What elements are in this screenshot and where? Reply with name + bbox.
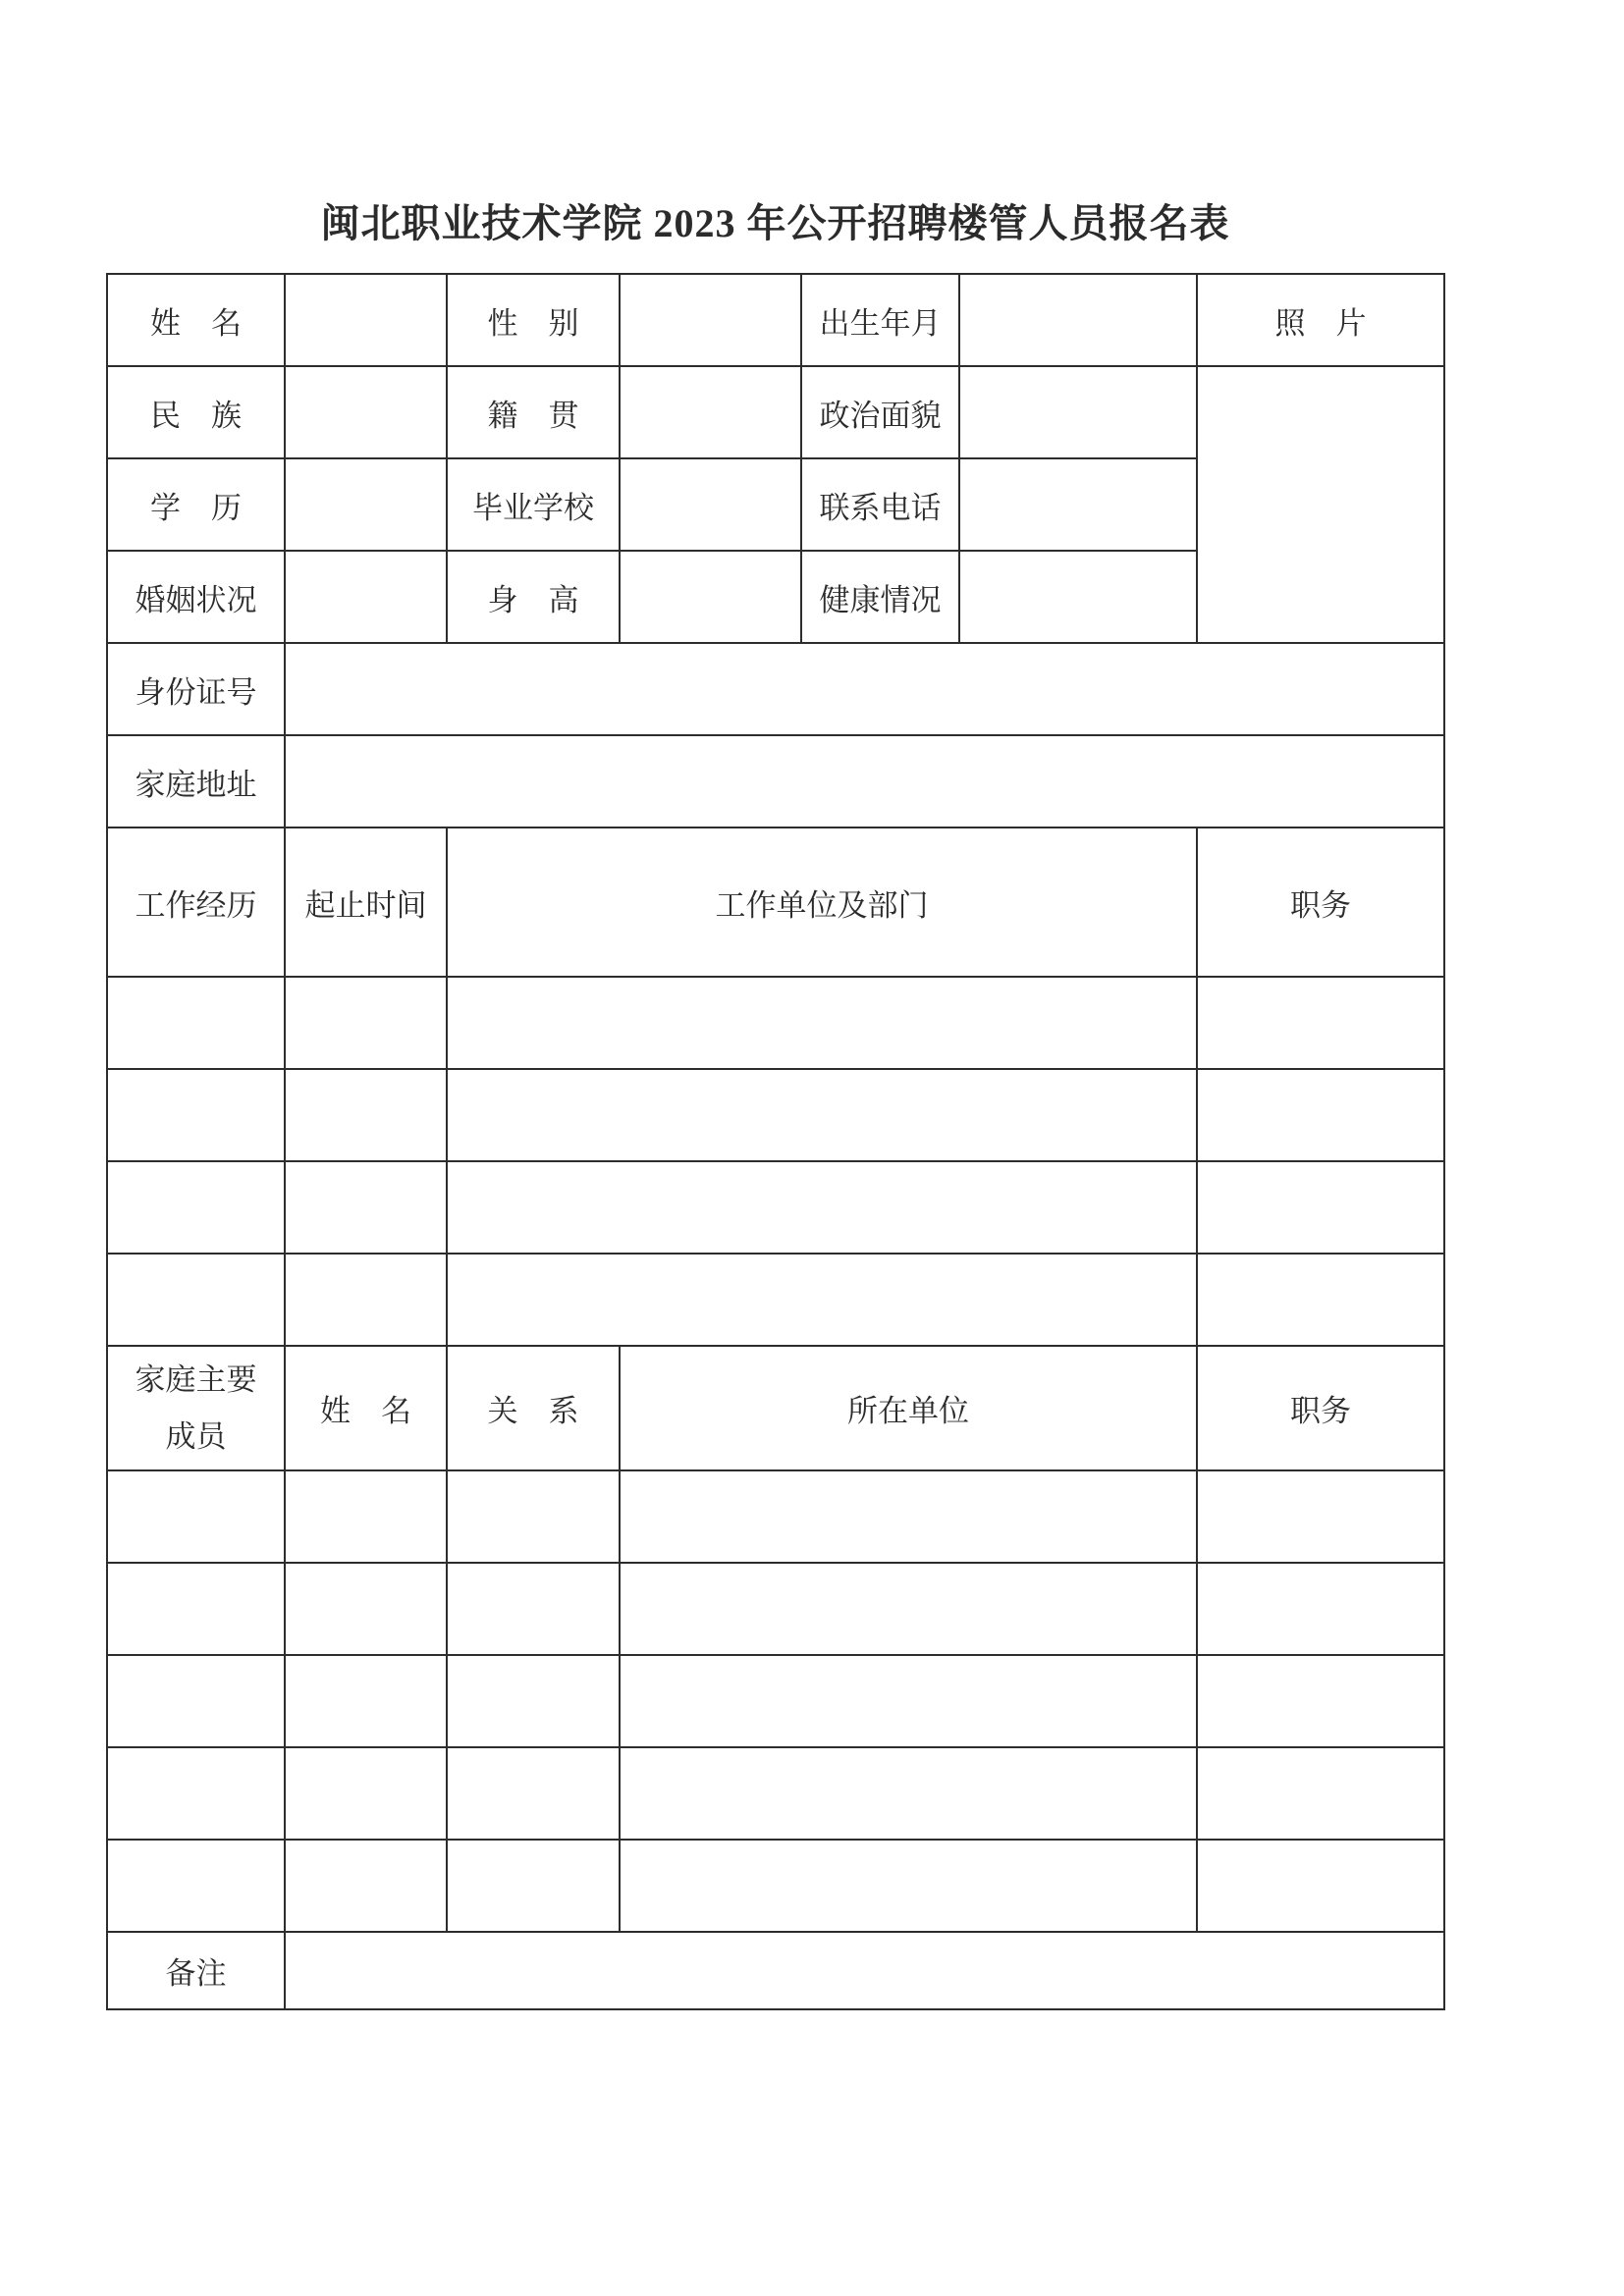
marital-status-label: 婚姻状况 bbox=[107, 551, 285, 643]
home-address-row bbox=[107, 735, 1444, 828]
family-position-cell bbox=[1197, 1655, 1444, 1747]
family-relation-label: 关 系 bbox=[447, 1346, 620, 1470]
family-members-label-line1: 家庭主要 bbox=[135, 1362, 257, 1397]
work-experience-empty-row bbox=[107, 1161, 1444, 1254]
work-position-label: 职务 bbox=[1197, 828, 1444, 977]
work-experience-empty-row bbox=[107, 1254, 1444, 1346]
id-number-label: 身份证号 bbox=[107, 643, 285, 735]
work-unit-cell bbox=[447, 1254, 1197, 1346]
family-unit-cell bbox=[620, 1655, 1197, 1747]
basic-row-ethnicity bbox=[107, 366, 1444, 458]
native-place-label: 籍 贯 bbox=[447, 366, 620, 458]
family-members-empty-row bbox=[107, 1470, 1444, 1563]
work-section-empty-cell bbox=[107, 1254, 285, 1346]
family-members-empty-row bbox=[107, 1563, 1444, 1655]
family-unit-label: 所在单位 bbox=[620, 1346, 1197, 1470]
education-label: 学 历 bbox=[107, 458, 285, 551]
id-number-value-cell bbox=[285, 643, 1444, 735]
birth-date-label: 出生年月 bbox=[801, 274, 959, 366]
family-section-empty-cell bbox=[107, 1655, 285, 1747]
application-form-table bbox=[106, 273, 1445, 2010]
family-name-cell bbox=[285, 1840, 447, 1932]
work-unit-cell bbox=[447, 1069, 1197, 1161]
graduate-school-label: 毕业学校 bbox=[447, 458, 620, 551]
family-relation-cell bbox=[447, 1840, 620, 1932]
family-name-label: 姓 名 bbox=[285, 1346, 447, 1470]
family-section-empty-cell bbox=[107, 1840, 285, 1932]
work-position-cell bbox=[1197, 1161, 1444, 1254]
family-relation-cell bbox=[447, 1563, 620, 1655]
height-value-cell bbox=[620, 551, 801, 643]
family-relation-cell bbox=[447, 1470, 620, 1563]
family-position-cell bbox=[1197, 1470, 1444, 1563]
name-value-cell bbox=[285, 274, 447, 366]
birth-date-value-cell bbox=[959, 274, 1197, 366]
phone-label: 联系电话 bbox=[801, 458, 959, 551]
family-members-empty-row bbox=[107, 1655, 1444, 1747]
family-position-label: 职务 bbox=[1197, 1346, 1444, 1470]
photo-label: 照 片 bbox=[1197, 274, 1444, 366]
family-members-empty-row bbox=[107, 1747, 1444, 1840]
ethnicity-value-cell bbox=[285, 366, 447, 458]
political-status-value-cell bbox=[959, 366, 1197, 458]
work-position-cell bbox=[1197, 1254, 1444, 1346]
gender-label: 性 别 bbox=[447, 274, 620, 366]
family-position-cell bbox=[1197, 1747, 1444, 1840]
home-address-value-cell bbox=[285, 735, 1444, 828]
id-number-row bbox=[107, 643, 1444, 735]
family-members-empty-row bbox=[107, 1840, 1444, 1932]
family-position-cell bbox=[1197, 1563, 1444, 1655]
photo-area bbox=[1197, 366, 1444, 643]
health-label: 健康情况 bbox=[801, 551, 959, 643]
family-members-label-line2: 成员 bbox=[165, 1418, 227, 1454]
work-unit-cell bbox=[447, 977, 1197, 1069]
work-unit-department-label: 工作单位及部门 bbox=[447, 828, 1197, 977]
family-unit-cell bbox=[620, 1470, 1197, 1563]
work-period-label: 起止时间 bbox=[285, 828, 447, 977]
family-section-empty-cell bbox=[107, 1470, 285, 1563]
family-name-cell bbox=[285, 1563, 447, 1655]
work-period-cell bbox=[285, 1254, 447, 1346]
remarks-label: 备注 bbox=[107, 1932, 285, 2009]
graduate-school-value-cell bbox=[620, 458, 801, 551]
family-unit-cell bbox=[620, 1563, 1197, 1655]
ethnicity-label: 民 族 bbox=[107, 366, 285, 458]
health-value-cell bbox=[959, 551, 1197, 643]
family-relation-cell bbox=[447, 1747, 620, 1840]
marital-status-value-cell bbox=[285, 551, 447, 643]
family-name-cell bbox=[285, 1655, 447, 1747]
remarks-row bbox=[107, 1932, 1444, 2009]
work-section-empty-cell bbox=[107, 977, 285, 1069]
work-section-empty-cell bbox=[107, 1161, 285, 1254]
work-experience-empty-row bbox=[107, 977, 1444, 1069]
family-section-empty-cell bbox=[107, 1563, 285, 1655]
political-status-label: 政治面貌 bbox=[801, 366, 959, 458]
work-period-cell bbox=[285, 977, 447, 1069]
work-period-cell bbox=[285, 1161, 447, 1254]
family-name-cell bbox=[285, 1470, 447, 1563]
family-unit-cell bbox=[620, 1747, 1197, 1840]
work-position-cell bbox=[1197, 977, 1444, 1069]
home-address-label: 家庭地址 bbox=[107, 735, 285, 828]
work-experience-section-label: 工作经历 bbox=[107, 828, 285, 977]
native-place-value-cell bbox=[620, 366, 801, 458]
work-experience-empty-row bbox=[107, 1069, 1444, 1161]
name-label: 姓 名 bbox=[107, 274, 285, 366]
remarks-value-cell bbox=[285, 1932, 1444, 2009]
phone-value-cell bbox=[959, 458, 1197, 551]
height-label: 身 高 bbox=[447, 551, 620, 643]
education-value-cell bbox=[285, 458, 447, 551]
family-position-cell bbox=[1197, 1840, 1444, 1932]
work-unit-cell bbox=[447, 1161, 1197, 1254]
family-members-section-label bbox=[107, 1346, 285, 1470]
work-experience-header-row bbox=[107, 828, 1444, 977]
gender-value-cell bbox=[620, 274, 801, 366]
family-members-header-row bbox=[107, 1346, 1444, 1470]
work-period-cell bbox=[285, 1069, 447, 1161]
basic-row-name bbox=[107, 274, 1444, 366]
family-unit-cell bbox=[620, 1840, 1197, 1932]
work-section-empty-cell bbox=[107, 1069, 285, 1161]
family-section-empty-cell bbox=[107, 1747, 285, 1840]
work-position-cell bbox=[1197, 1069, 1444, 1161]
family-relation-cell bbox=[447, 1655, 620, 1747]
form-title: 闽北职业技术学院 2023 年公开招聘楼管人员报名表 bbox=[320, 201, 1230, 245]
family-name-cell bbox=[285, 1747, 447, 1840]
